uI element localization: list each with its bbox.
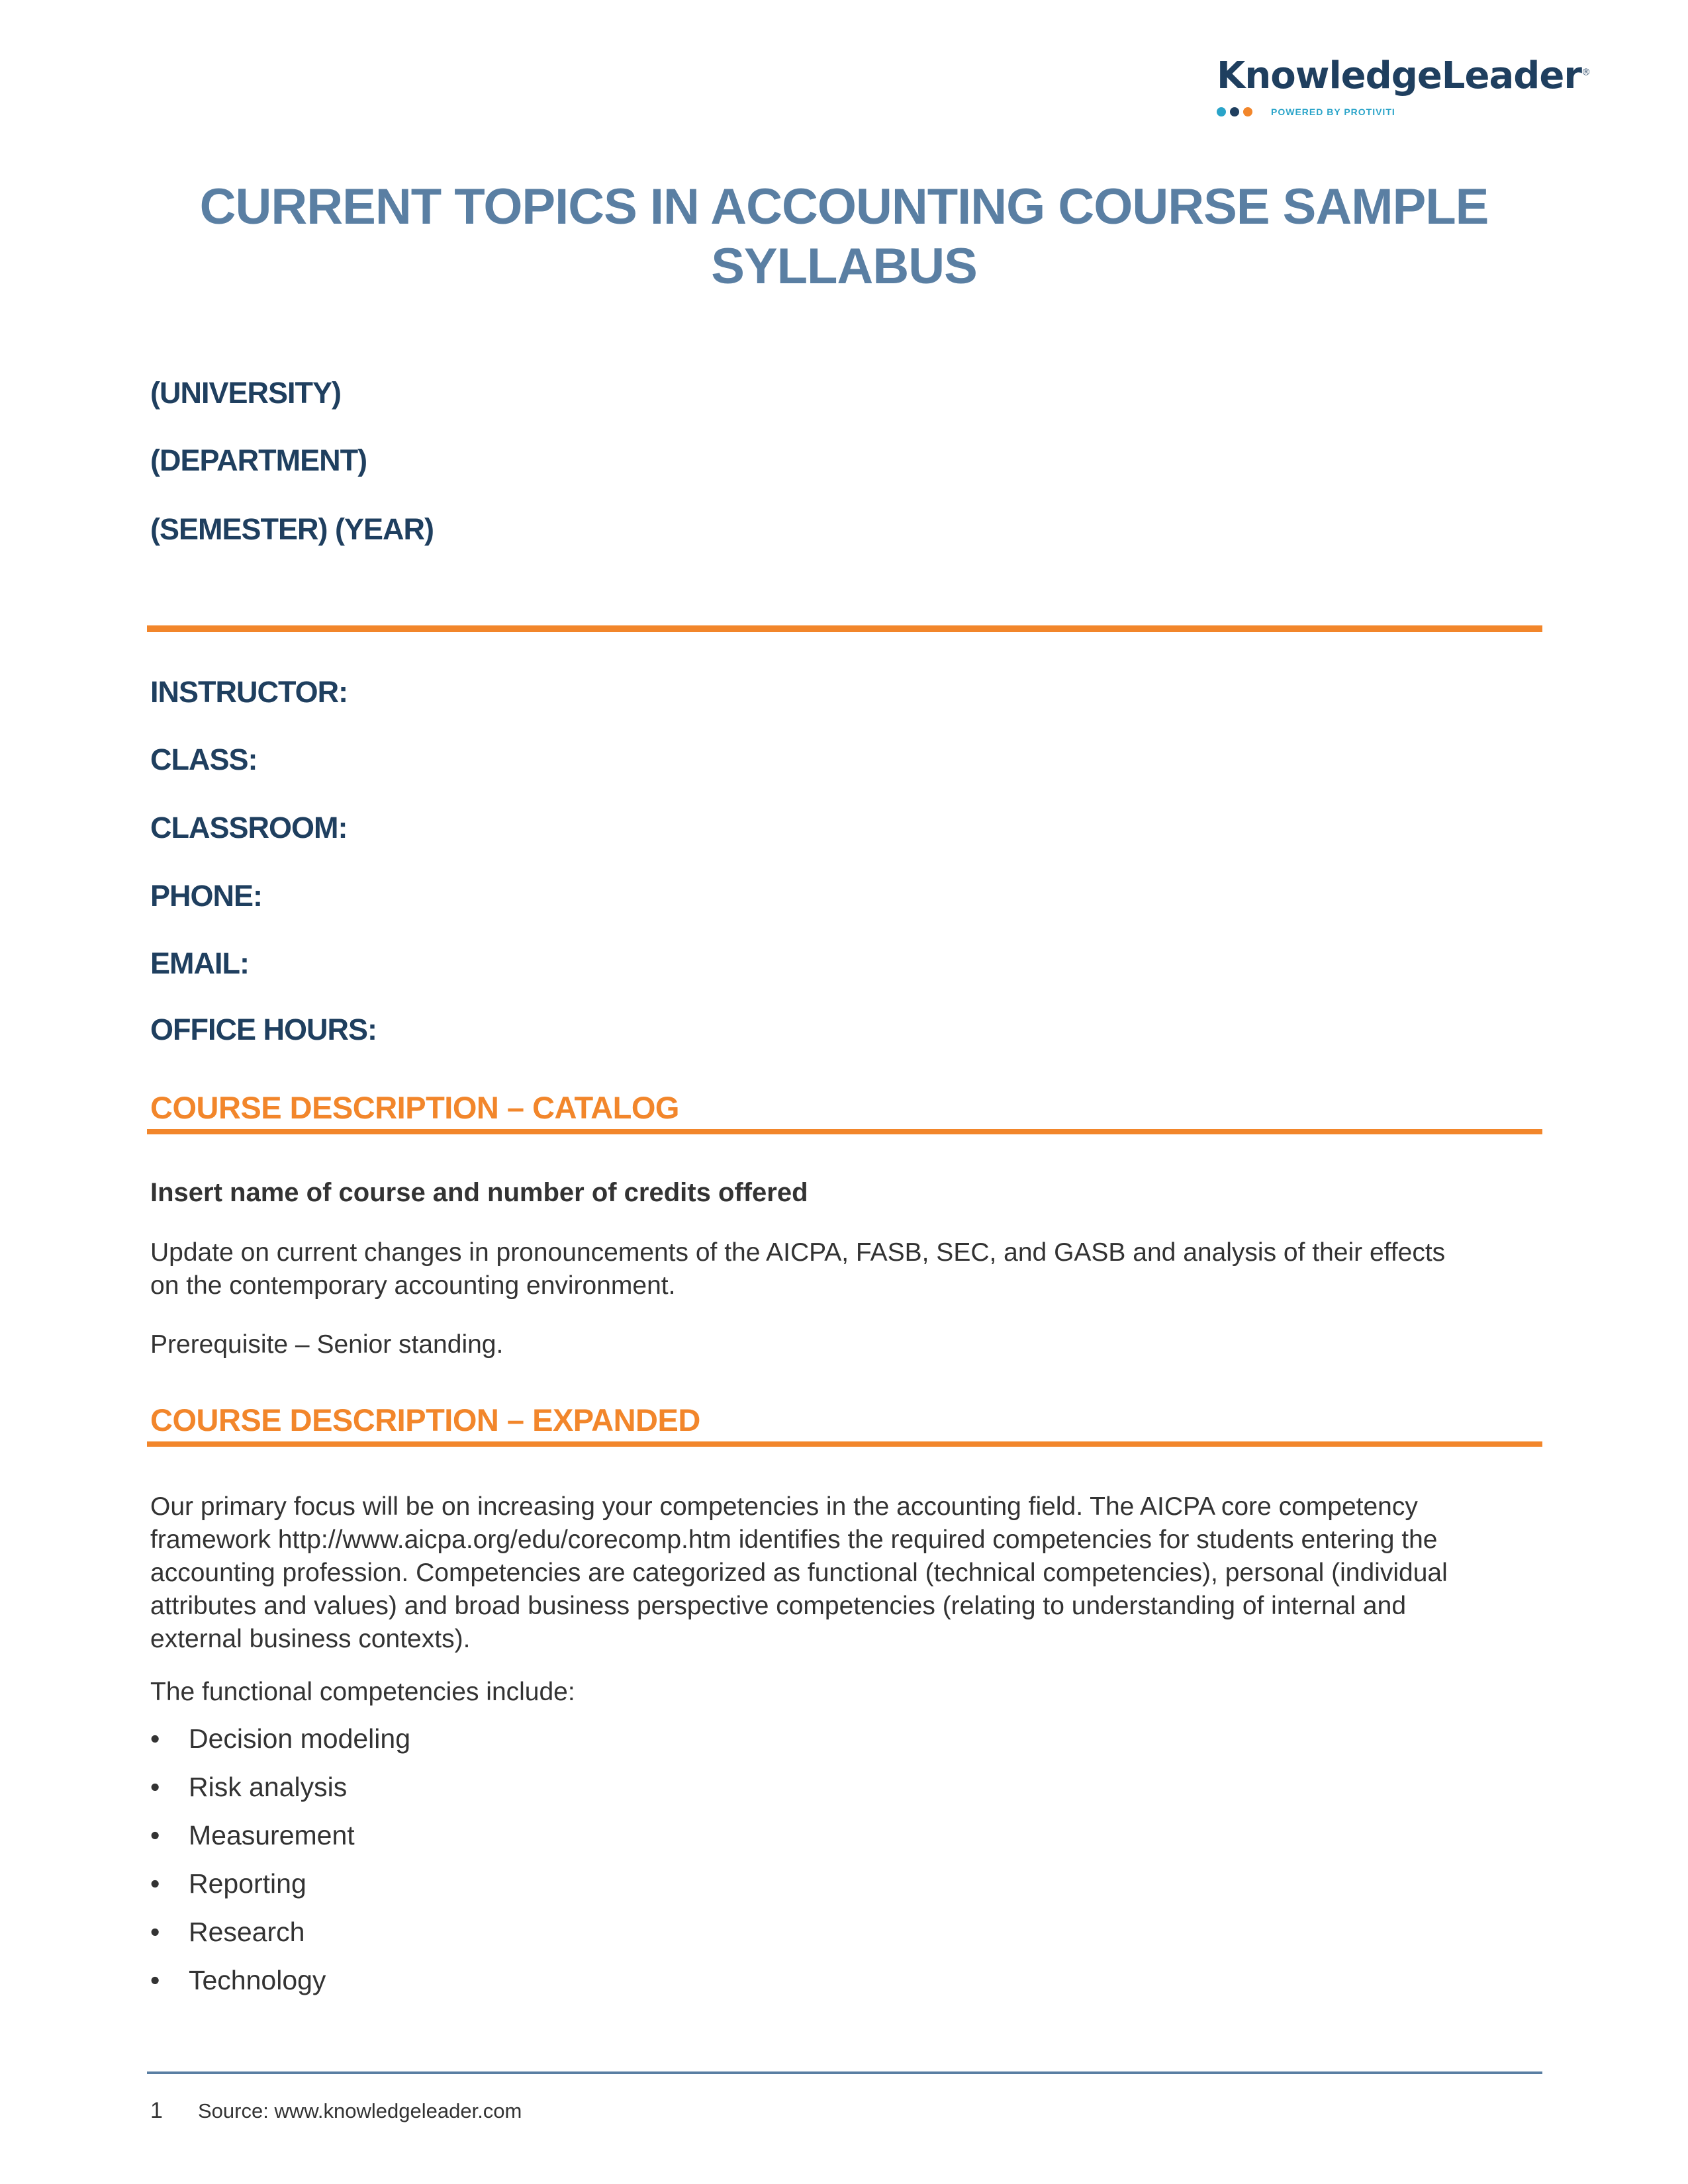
list-item: • Measurement — [150, 1820, 355, 1850]
class-label: CLASS: — [150, 743, 258, 776]
prerequisite-text: Prerequisite – Senior standing. — [150, 1330, 504, 1359]
footer-divider — [147, 2071, 1542, 2074]
logo-tagline — [1217, 107, 1534, 117]
page-footer — [150, 2098, 522, 2124]
department-field: (DEPARTMENT) — [150, 443, 367, 477]
expanded-heading: COURSE DESCRIPTION – EXPANDED — [150, 1402, 700, 1437]
expanded-paragraph-line: attributes and values) and broad business perspective competencies (relating to understanding of internal and — [150, 1592, 1407, 1620]
list-item: • Decision modeling — [150, 1723, 411, 1754]
logo-dot-icon — [1217, 107, 1226, 116]
logo-wordmark: KnowledgeLeader® — [1217, 54, 1590, 97]
page-number: 1 — [150, 2098, 163, 2123]
catalog-heading: COURSE DESCRIPTION – CATALOG — [150, 1090, 679, 1125]
list-item: • Risk analysis — [150, 1772, 348, 1802]
expanded-paragraph — [150, 1490, 1554, 1656]
course-name-line: Insert name of course and number of credits offered — [150, 1178, 808, 1207]
expanded-paragraph-line: accounting profession. Competencies are categorized as functional (technical competencies), personal (individual — [150, 1559, 1448, 1587]
competencies-intro: The functional competencies include: — [150, 1678, 575, 1706]
bullet-icon: • — [150, 1723, 160, 1754]
semester-year-field: (SEMESTER) (YEAR) — [150, 512, 434, 546]
expanded-paragraph-line: Our primary focus will be on increasing your competencies in the accounting field. The AICPA core competency — [150, 1492, 1418, 1521]
bullet-icon: • — [150, 1917, 160, 1947]
instructor-label: INSTRUCTOR: — [150, 675, 348, 709]
list-item: • Technology — [150, 1965, 326, 1995]
document-title: CURRENT TOPICS IN ACCOUNTING COURSE SAMPLE SYLLABUS — [199, 179, 1489, 295]
university-field: (UNIVERSITY) — [150, 376, 342, 410]
bullet-icon: • — [150, 1965, 160, 1995]
catalog-description-line: on the contemporary accounting environment. — [150, 1271, 676, 1300]
powered-by-text: POWERED BY PROTIVITI — [1271, 107, 1395, 117]
catalog-description-line: Update on current changes in pronouncements of the AICPA, FASB, SEC, and GASB and analysis of their effects — [150, 1238, 1446, 1267]
bullet-icon: • — [150, 1772, 160, 1802]
classroom-label: CLASSROOM: — [150, 811, 348, 844]
source-link[interactable]: Source: www.knowledgeleader.com — [198, 2099, 522, 2122]
office-hours-label: OFFICE HOURS: — [150, 1013, 377, 1046]
email-label: EMAIL: — [150, 946, 249, 980]
logo-dot-icon — [1243, 107, 1252, 116]
expanded-underline — [147, 1441, 1542, 1447]
logo-dot-icon — [1230, 107, 1239, 116]
expanded-paragraph-line: framework http://www.aicpa.org/edu/corecomp.htm identifies the required competencies for students entering the — [150, 1525, 1438, 1554]
section-divider — [147, 625, 1542, 632]
bullet-icon: • — [150, 1868, 160, 1899]
phone-label: PHONE: — [150, 879, 263, 913]
list-item: • Research — [150, 1917, 305, 1947]
expanded-paragraph-line: external business contexts). — [150, 1625, 471, 1653]
registered-mark: ® — [1581, 67, 1590, 78]
catalog-description — [150, 1236, 1554, 1302]
list-item: • Reporting — [150, 1868, 306, 1899]
knowledgeleader-logo — [1217, 54, 1590, 117]
competencies-list — [150, 1723, 410, 2013]
bullet-icon: • — [150, 1820, 160, 1850]
catalog-underline — [147, 1129, 1542, 1134]
